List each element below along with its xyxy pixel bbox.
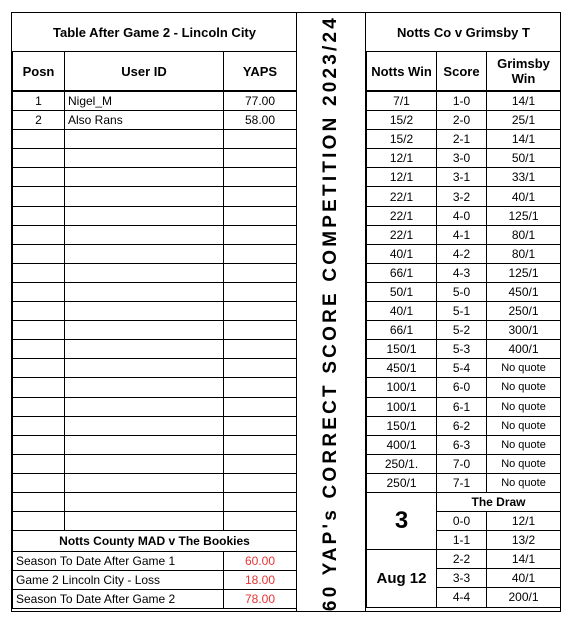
score-cell: 6-0: [437, 378, 487, 397]
column-header-grimsby-win: Grimsby Win: [487, 52, 561, 92]
odds-row: [367, 168, 561, 187]
grimsby-win-odds: 250/1: [487, 302, 561, 321]
summary-row: [13, 552, 297, 571]
summary-label: Season To Date After Game 1: [13, 552, 224, 571]
user-id-cell: [65, 435, 224, 454]
draw-odds: 14/1: [487, 550, 561, 569]
position-cell: [13, 340, 65, 359]
yaps-cell: [224, 340, 297, 359]
notts-win-odds: 150/1: [367, 340, 437, 359]
yaps-cell: [224, 225, 297, 244]
odds-row: [367, 321, 561, 340]
user-id-cell: [65, 263, 224, 282]
notts-win-odds: 22/1: [367, 206, 437, 225]
league-table: [12, 13, 297, 609]
score-cell: 4-0: [437, 206, 487, 225]
table-row: [13, 397, 297, 416]
table-row: [13, 435, 297, 454]
table-row: [13, 206, 297, 225]
yaps-cell: [224, 492, 297, 511]
user-id-cell: [65, 187, 224, 206]
yaps-cell: [224, 302, 297, 321]
position-cell: [13, 416, 65, 435]
table-row: [13, 454, 297, 473]
yaps-cell: [224, 149, 297, 168]
yaps-cell: [224, 130, 297, 149]
odds-row: [367, 302, 561, 321]
score-cell: 1-0: [437, 91, 487, 111]
score-cell: 5-1: [437, 302, 487, 321]
grimsby-win-odds: 14/1: [487, 130, 561, 149]
position-cell: [13, 206, 65, 225]
position-cell: [13, 225, 65, 244]
position-cell: [13, 397, 65, 416]
user-id-cell: [65, 149, 224, 168]
notts-win-odds: 22/1: [367, 225, 437, 244]
score-cell: 4-2: [437, 244, 487, 263]
score-cell: 4-1: [437, 225, 487, 244]
yaps-cell: [224, 321, 297, 340]
user-id-cell: [65, 492, 224, 511]
user-id-cell: [65, 416, 224, 435]
user-id-cell: [65, 397, 224, 416]
odds-table: [366, 13, 561, 608]
summary-value: 60.00: [224, 552, 297, 571]
user-id-cell: [65, 282, 224, 301]
draw-title: The Draw: [437, 492, 561, 511]
table-row: [13, 187, 297, 206]
score-cell: 2-0: [437, 111, 487, 130]
user-id-cell: [65, 130, 224, 149]
user-id-cell: [65, 359, 224, 378]
column-header-notts-win: Notts Win: [367, 52, 437, 92]
column-header-yaps: YAPS: [224, 52, 297, 92]
position-cell: 1: [13, 91, 65, 111]
score-cell: 7-0: [437, 454, 487, 473]
league-table-title: Table After Game 2 - Lincoln City: [13, 13, 297, 52]
position-cell: [13, 187, 65, 206]
table-row: [13, 512, 297, 531]
notts-win-odds: 100/1: [367, 378, 437, 397]
draw-odds: 13/2: [487, 531, 561, 550]
yaps-cell: [224, 435, 297, 454]
draw-odds: 12/1: [487, 512, 561, 531]
grimsby-win-odds: No quote: [487, 378, 561, 397]
grimsby-win-odds: 450/1: [487, 282, 561, 301]
table-row: [13, 340, 297, 359]
grimsby-win-odds: No quote: [487, 454, 561, 473]
grimsby-win-odds: 25/1: [487, 111, 561, 130]
user-id-cell: [65, 454, 224, 473]
odds-row: [367, 454, 561, 473]
score-cell: 3-1: [437, 168, 487, 187]
position-cell: [13, 168, 65, 187]
summary-row: [13, 590, 297, 609]
position-cell: [13, 244, 65, 263]
table-row: [13, 359, 297, 378]
column-header-posn: Posn: [13, 52, 65, 92]
score-cell: 5-2: [437, 321, 487, 340]
table-row: [13, 168, 297, 187]
table-row: [13, 244, 297, 263]
table-row: [13, 302, 297, 321]
grimsby-win-odds: 400/1: [487, 340, 561, 359]
table-row: [13, 111, 297, 130]
position-cell: [13, 263, 65, 282]
yaps-cell: [224, 187, 297, 206]
odds-row: [367, 206, 561, 225]
game-number: 3: [367, 492, 437, 549]
position-cell: [13, 321, 65, 340]
notts-win-odds: 40/1: [367, 244, 437, 263]
grimsby-win-odds: No quote: [487, 473, 561, 492]
notts-win-odds: 15/2: [367, 130, 437, 149]
grimsby-win-odds: 14/1: [487, 91, 561, 111]
odds-row: [367, 397, 561, 416]
yaps-cell: [224, 206, 297, 225]
draw-score: 1-1: [437, 531, 487, 550]
position-cell: [13, 378, 65, 397]
position-cell: [13, 149, 65, 168]
score-cell: 6-2: [437, 416, 487, 435]
odds-row: [367, 187, 561, 206]
summary-label: Game 2 Lincoln City - Loss: [13, 571, 224, 590]
yaps-cell: [224, 454, 297, 473]
user-id-cell: [65, 473, 224, 492]
odds-row: [367, 340, 561, 359]
notts-win-odds: 15/2: [367, 111, 437, 130]
yaps-cell: [224, 473, 297, 492]
grimsby-win-odds: 50/1: [487, 149, 561, 168]
score-cell: 6-3: [437, 435, 487, 454]
table-row: [13, 91, 297, 111]
yaps-cell: [224, 397, 297, 416]
table-row: [13, 378, 297, 397]
user-id-cell: [65, 302, 224, 321]
draw-score: 3-3: [437, 569, 487, 588]
table-row: [13, 473, 297, 492]
odds-row: [367, 149, 561, 168]
user-id-cell: [65, 225, 224, 244]
notts-win-odds: 12/1: [367, 168, 437, 187]
grimsby-win-odds: 33/1: [487, 168, 561, 187]
grimsby-win-odds: 300/1: [487, 321, 561, 340]
grimsby-win-odds: No quote: [487, 416, 561, 435]
yaps-cell: 77.00: [224, 91, 297, 111]
odds-row: [367, 111, 561, 130]
grimsby-win-odds: 125/1: [487, 263, 561, 282]
score-cell: 2-1: [437, 130, 487, 149]
user-id-cell: [65, 340, 224, 359]
grimsby-win-odds: No quote: [487, 397, 561, 416]
league-table-panel: [11, 12, 297, 612]
odds-row: [367, 473, 561, 492]
column-header-score: Score: [437, 52, 487, 92]
summary-value: 18.00: [224, 571, 297, 590]
yaps-cell: [224, 359, 297, 378]
score-cell: 4-3: [437, 263, 487, 282]
notts-win-odds: 40/1: [367, 302, 437, 321]
user-id-cell: Nigel_M: [65, 91, 224, 111]
grimsby-win-odds: 40/1: [487, 187, 561, 206]
grimsby-win-odds: 80/1: [487, 244, 561, 263]
odds-row: [367, 282, 561, 301]
yaps-cell: [224, 282, 297, 301]
table-row: [13, 149, 297, 168]
score-cell: 3-2: [437, 187, 487, 206]
draw-odds: 200/1: [487, 588, 561, 607]
score-cell: 6-1: [437, 397, 487, 416]
table-row: [13, 263, 297, 282]
draw-score: 0-0: [437, 512, 487, 531]
notts-win-odds: 12/1: [367, 149, 437, 168]
match-title: Notts Co v Grimsby T: [367, 13, 561, 52]
competition-banner: [297, 12, 365, 612]
position-cell: [13, 130, 65, 149]
yaps-cell: 58.00: [224, 111, 297, 130]
score-cell: 3-0: [437, 149, 487, 168]
yaps-cell: [224, 378, 297, 397]
table-row: [13, 492, 297, 511]
column-header-user-id: User ID: [65, 52, 224, 92]
odds-row: [367, 435, 561, 454]
draw-row: [367, 550, 561, 569]
odds-row: [367, 225, 561, 244]
odds-row: [367, 263, 561, 282]
table-row: [13, 282, 297, 301]
table-row: [13, 130, 297, 149]
position-cell: [13, 435, 65, 454]
position-cell: [13, 492, 65, 511]
score-cell: 7-1: [437, 473, 487, 492]
notts-win-odds: 66/1: [367, 321, 437, 340]
position-cell: [13, 359, 65, 378]
user-id-cell: [65, 244, 224, 263]
competition-title: 60 YAP's CORRECT SCORE COMPETITION 2023/24: [320, 14, 341, 612]
score-cell: 5-3: [437, 340, 487, 359]
odds-row: [367, 416, 561, 435]
score-cell: 5-4: [437, 359, 487, 378]
table-row: [13, 321, 297, 340]
notts-win-odds: 50/1: [367, 282, 437, 301]
table-row: [13, 225, 297, 244]
draw-score: 4-4: [437, 588, 487, 607]
draw-odds: 40/1: [487, 569, 561, 588]
position-cell: 2: [13, 111, 65, 130]
match-date: Aug 12: [367, 550, 437, 607]
grimsby-win-odds: No quote: [487, 435, 561, 454]
odds-row: [367, 378, 561, 397]
grimsby-win-odds: 80/1: [487, 225, 561, 244]
notts-win-odds: 250/1.: [367, 454, 437, 473]
draw-score: 2-2: [437, 550, 487, 569]
user-id-cell: [65, 321, 224, 340]
position-cell: [13, 302, 65, 321]
yaps-cell: [224, 244, 297, 263]
notts-win-odds: 22/1: [367, 187, 437, 206]
yaps-cell: [224, 263, 297, 282]
yaps-cell: [224, 416, 297, 435]
odds-row: [367, 244, 561, 263]
summary-row: [13, 571, 297, 590]
score-cell: 5-0: [437, 282, 487, 301]
notts-win-odds: 66/1: [367, 263, 437, 282]
grimsby-win-odds: 125/1: [487, 206, 561, 225]
odds-row: [367, 359, 561, 378]
odds-row: [367, 91, 561, 111]
odds-panel: [365, 12, 561, 612]
position-cell: [13, 512, 65, 531]
user-id-cell: Also Rans: [65, 111, 224, 130]
notts-win-odds: 7/1: [367, 91, 437, 111]
notts-win-odds: 100/1: [367, 397, 437, 416]
yaps-cell: [224, 512, 297, 531]
user-id-cell: [65, 512, 224, 531]
notts-win-odds: 150/1: [367, 416, 437, 435]
position-cell: [13, 282, 65, 301]
table-row: [13, 416, 297, 435]
notts-win-odds: 450/1: [367, 359, 437, 378]
summary-value: 78.00: [224, 590, 297, 609]
summary-label: Season To Date After Game 2: [13, 590, 224, 609]
notts-win-odds: 250/1: [367, 473, 437, 492]
user-id-cell: [65, 168, 224, 187]
mad-vs-bookies-title: Notts County MAD v The Bookies: [13, 531, 297, 552]
user-id-cell: [65, 378, 224, 397]
grimsby-win-odds: No quote: [487, 359, 561, 378]
odds-row: [367, 130, 561, 149]
user-id-cell: [65, 206, 224, 225]
position-cell: [13, 454, 65, 473]
yaps-cell: [224, 168, 297, 187]
notts-win-odds: 400/1: [367, 435, 437, 454]
position-cell: [13, 473, 65, 492]
